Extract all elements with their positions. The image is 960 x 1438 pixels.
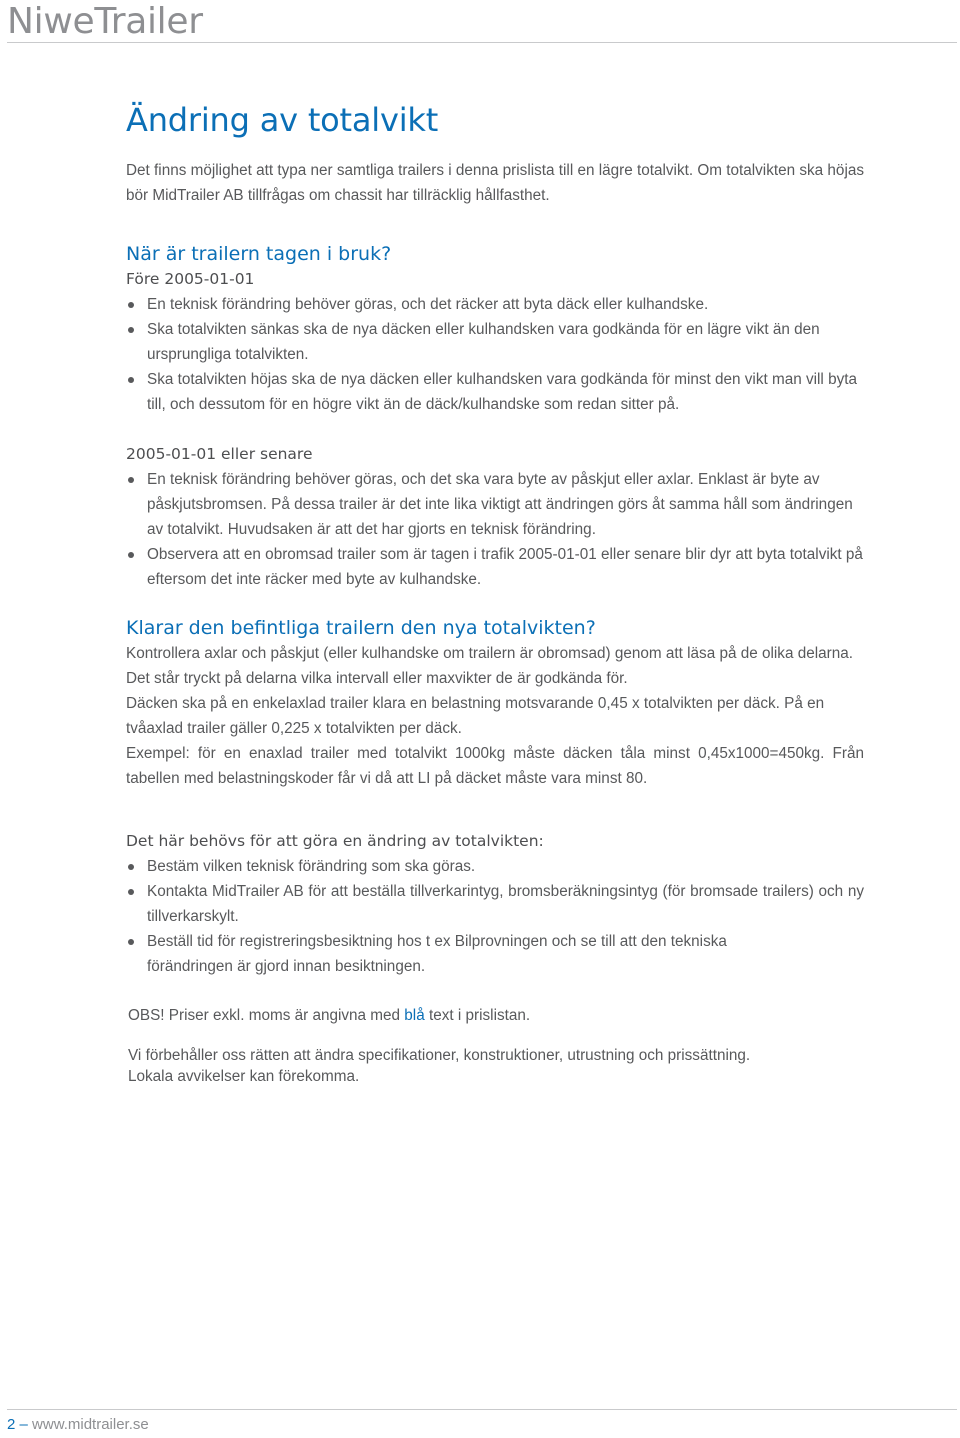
list-item: Kontakta MidTrailer AB för att beställa tillverkarintyg, bromsberäkningsintyg (för bromsade trailers) och ny tillverkarskylt. — [126, 879, 864, 929]
list-after-2005 — [126, 467, 864, 592]
brand-title: NiweTrailer — [7, 1, 203, 42]
footer — [7, 1414, 149, 1436]
capacity-paragraph: Exempel: för en enaxlad trailer med totalvikt 1000kg måste däcken tåla minst 0,45x1000=450kg. Från tabellen med belastningskoder får vi då att LI på däcket måste vara minst 80. — [126, 745, 864, 787]
disclaimer-line: Vi förbehåller oss rätten att ändra specifikationer, konstruktioner, utrustning och prissättning. — [128, 1047, 751, 1064]
list-item: Bestäm vilken teknisk förändring som ska göras. — [126, 854, 864, 879]
website-link[interactable]: www.midtrailer.se — [32, 1416, 149, 1433]
capacity-paragraph: Kontrollera axlar och påskjut (eller kulhandske om trailern är obromsad) genom att läsa på de olika delarna. Det står tryckt på delarna vilka intervall eller maxvikter de är godkända för. — [126, 645, 853, 687]
list-item: Observera att en obromsad trailer som är tagen i trafik 2005-01-01 eller senare blir dyr att byta totalvikt på eftersom det inte räcker med byte av kulhandske. — [126, 542, 864, 592]
obs-note — [126, 1003, 864, 1028]
footer-separator: – — [15, 1416, 33, 1433]
intro-paragraph: Det finns möjlighet att typa ner samtliga trailers i denna prislista till en lägre totalvikt. Om totalvikten ska höjas bör MidTrailer AB tillfrågas om chassit har tillräcklig hållfasthet. — [126, 162, 864, 204]
page-content — [126, 100, 864, 1087]
subheading-after-2005: 2005-01-01 eller senare — [126, 445, 313, 463]
list-item: Beställ tid för registreringsbesiktning hos t ex Bilprovningen och se till att den tekniska förändringen är gjord innan besiktningen. — [126, 929, 864, 979]
section-heading-requirements: Det här behövs för att göra en ändring av totalvikten: — [126, 832, 544, 850]
list-item: En teknisk förändring behöver göras, och det ska vara byte av påskjut eller axlar. Enklast är byte av påskjutsbromsen. På dessa trailer är det inte lika viktigt att ändringen görs åt samma håll som ändringen av totalvikt. Huvudsaken är att det har gjorts en teknisk förändring. — [126, 467, 864, 542]
section-heading-capacity: Klarar den befintliga trailern den nya totalvikten? — [126, 617, 596, 639]
list-item: Ska totalvikten höjas ska de nya däcken eller kulhandsken vara godkända för minst den vikt man vill byta till, och dessutom för en högre vikt än de däck/kulhandske som redan sitter på. — [126, 367, 864, 417]
list-before-2005 — [126, 292, 864, 417]
obs-suffix: text i prislistan. — [424, 1007, 531, 1024]
disclaimer-line: Lokala avvikelser kan förekomma. — [128, 1068, 360, 1085]
obs-prefix: OBS! Priser exkl. moms är angivna med — [128, 1007, 405, 1024]
section-heading-in-use: När är trailern tagen i bruk? — [126, 243, 392, 265]
footer-divider — [7, 1409, 957, 1410]
capacity-paragraph: Däcken ska på en enkelaxlad trailer klara en belastning motsvarande 0,45 x totalvikten per däck. På en tvåaxlad trailer gäller 0,225 x totalvikten per däck. — [126, 695, 825, 737]
page-number: 2 — [7, 1416, 16, 1433]
subheading-before-2005: Före 2005-01-01 — [126, 270, 255, 288]
obs-highlight: blå — [404, 1007, 425, 1024]
header-divider — [7, 42, 957, 43]
list-item: Ska totalvikten sänkas ska de nya däcken eller kulhandsken vara godkända för en lägre vikt än den ursprungliga totalvikten. — [126, 317, 864, 367]
list-requirements — [126, 854, 864, 979]
list-item: En teknisk förändring behöver göras, och det räcker att byta däck eller kulhandske. — [126, 292, 864, 317]
page-title: Ändring av totalvikt — [126, 101, 439, 139]
